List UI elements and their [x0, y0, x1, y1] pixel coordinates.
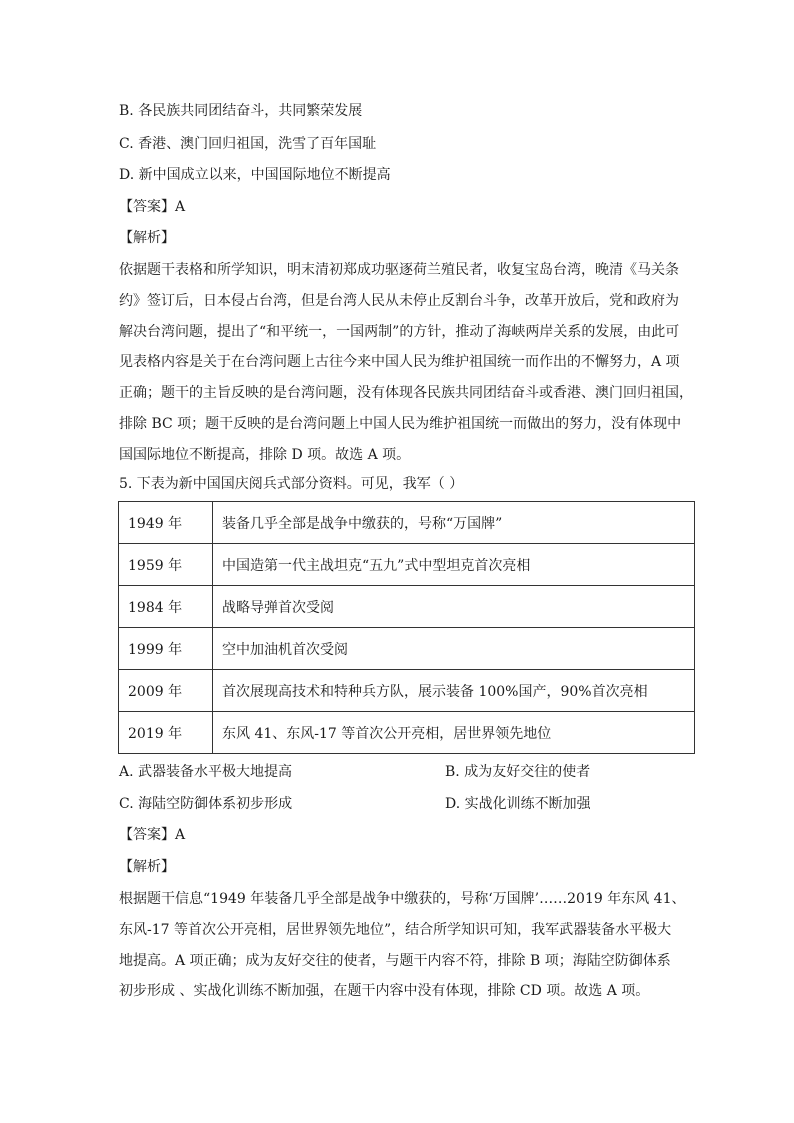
q5-table [118, 501, 695, 754]
table-cell-text: 首次展现高技术和特种兵方队，展示装备 100%国产，90%首次亮相 [213, 670, 695, 712]
table-cell-year: 2009 年 [119, 670, 213, 712]
q5-stem: 5. 下表为新中国国庆阅兵式部分资料。可见，我军（ ） [119, 476, 464, 492]
q5-option-b: B. 成为友好交往的使者 [445, 764, 591, 780]
q5-analysis-line: 东风-17 等首次公开亮相，居世界领先地位”，结合所学知识可知，我军武器装备水平极大 [119, 921, 672, 938]
q5-analysis-label: 【解析】 [119, 859, 175, 875]
table-row [119, 712, 695, 754]
q4-analysis-line: 见表格内容是关于在台湾问题上古往今来中国人民为维护祖国统一而作出的不懈努力，A 项 [119, 354, 680, 371]
q5-analysis [119, 884, 686, 1007]
table-row [119, 670, 695, 712]
q5-analysis-line: 根据题干信息“1949 年装备几乎全部是战争中缴获的，号称‘万国牌’……2019 年东风 41、 [119, 891, 686, 907]
table-cell-year: 1949 年 [119, 502, 213, 544]
q5-option-a: A. 武器装备水平极大地提高 [119, 764, 293, 780]
table-cell-text: 战略导弹首次受阅 [213, 586, 695, 628]
q5-answer: 【答案】A [119, 827, 186, 843]
q4-analysis-line: 国国际地位不断提高，排除 D 项。故选 A 项。 [119, 446, 411, 463]
option-d-prev: D. 新中国成立以来，中国国际地位不断提高 [119, 167, 391, 183]
q4-analysis-line: 解决台湾问题，提出了“和平统一，一国两制”的方针，推动了海峡两岸关系的发展，由此可 [119, 323, 680, 340]
table-cell-year: 1959 年 [119, 544, 213, 586]
q5-analysis-line: 初步形成 、实战化训练不断加强，在题干内容中没有体现，排除 CD 项。故选 A 项。 [119, 983, 650, 1000]
q4-analysis-line: 排除 BC 项；题干反映的是台湾问题上中国人民为维护祖国统一而做出的努力，没有体现中 [119, 415, 682, 432]
table-row [119, 502, 695, 544]
table-cell-text: 空中加油机首次受阅 [213, 628, 695, 670]
option-c-prev: C. 香港、澳门回归祖国，洗雪了百年国耻 [119, 136, 377, 152]
q4-analysis-label: 【解析】 [119, 230, 175, 246]
table-cell-text: 中国造第一代主战坦克“五九”式中型坦克首次亮相 [213, 544, 695, 586]
q4-analysis-line: 正确；题干的主旨反映的是台湾问题，没有体现各民族共同团结奋斗或香港、澳门回归祖国， [119, 385, 693, 402]
table-cell-year: 2019 年 [119, 712, 213, 754]
q4-analysis-line: 依据题干表格和所学知识，明末清初郑成功驱逐荷兰殖民者，收复宝岛台湾，晚清《马关条 [119, 262, 679, 278]
q4-answer: 【答案】A [119, 199, 186, 215]
table-cell-year: 1984 年 [119, 586, 213, 628]
table-cell-text: 东风 41、东风-17 等首次公开亮相，居世界领先地位 [213, 712, 695, 754]
option-b-prev: B. 各民族共同团结奋斗，共同繁荣发展 [119, 103, 363, 119]
q4-analysis [119, 255, 693, 471]
q5-option-c: C. 海陆空防御体系初步形成 [119, 796, 293, 812]
table-row [119, 628, 695, 670]
q5-analysis-line: 地提高。A 项正确；成为友好交往的使者，与题干内容不符，排除 B 项；海陆空防御体系 [119, 952, 671, 969]
q4-analysis-line: 约》签订后，日本侵占台湾，但是台湾人民从未停止反割台斗争，改革开放后，党和政府为 [119, 292, 679, 309]
q5-option-d: D. 实战化训练不断加强 [445, 796, 591, 812]
table-row [119, 544, 695, 586]
table-row [119, 586, 695, 628]
table-cell-text: 装备几乎全部是战争中缴获的，号称“万国牌” [213, 502, 695, 544]
table-cell-year: 1999 年 [119, 628, 213, 670]
